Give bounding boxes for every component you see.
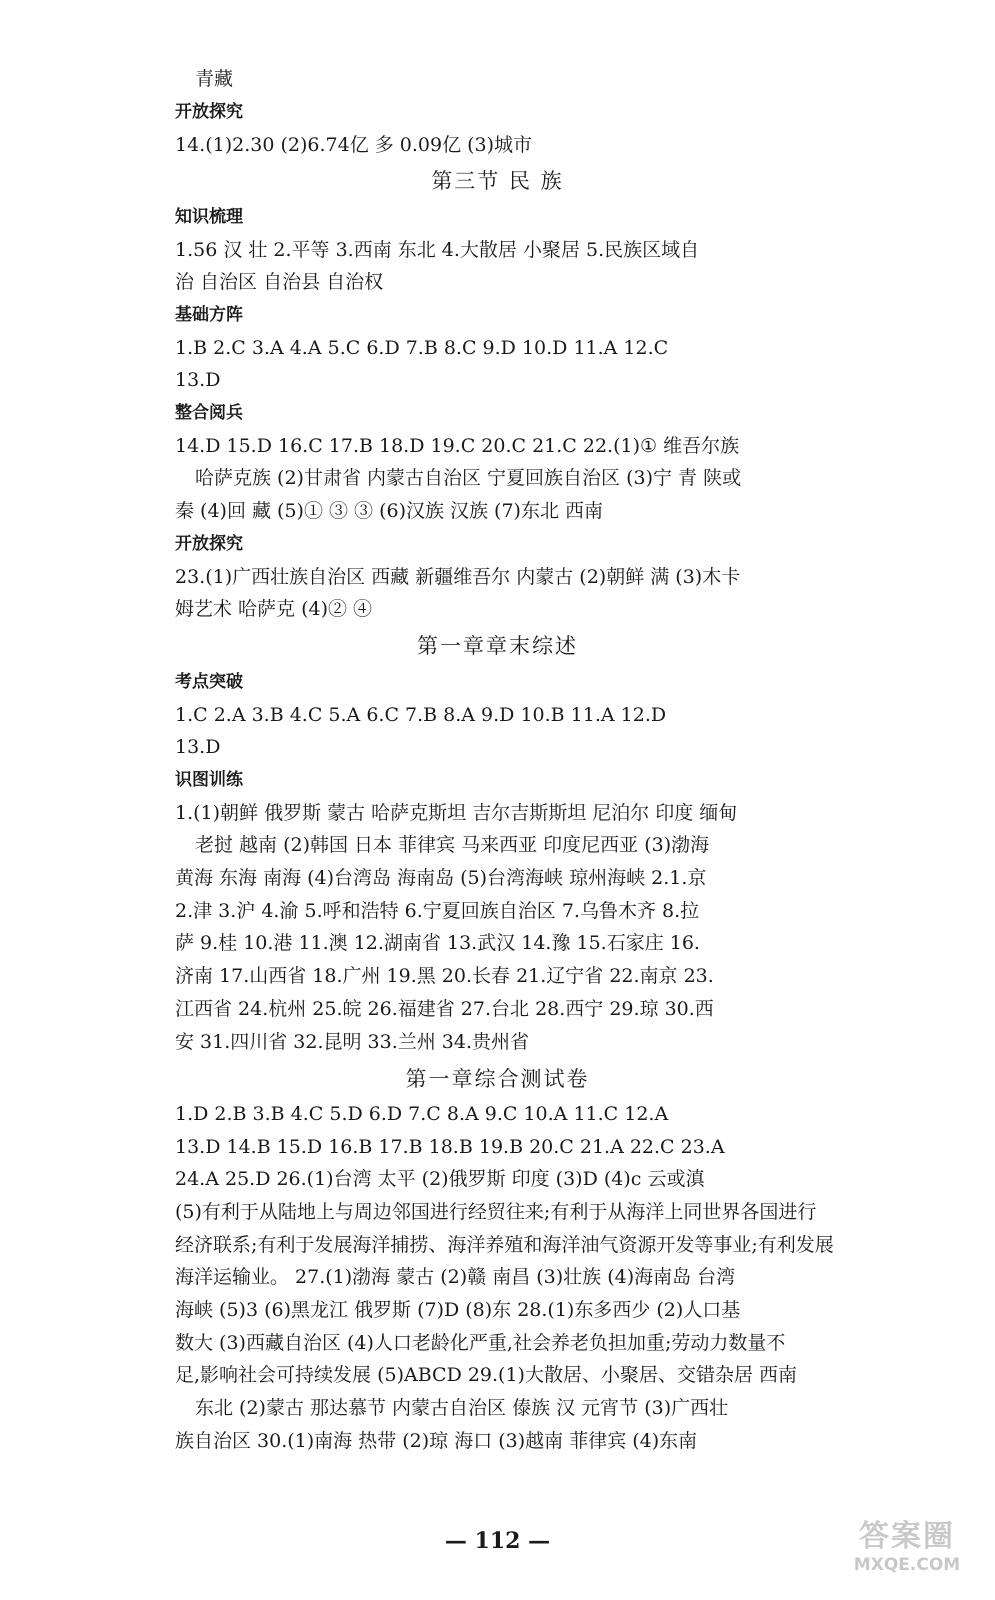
text-line: 哈萨克族 (2)甘肃省 内蒙古自治区 宁夏回族自治区 (3)宁 青 陕或 bbox=[195, 467, 742, 489]
text-line: 足,影响社会可持续发展 (5)ABCD 29.(1)大散居、小聚居、交错杂居 西南 bbox=[175, 1364, 798, 1386]
text-line: 24.A 25.D 26.(1)台湾 太平 (2)俄罗斯 印度 (3)D (4)c 云或滇 bbox=[175, 1168, 705, 1190]
section-heading: 开放探究 bbox=[175, 102, 243, 122]
text-line: (5)有利于从陆地上与周边邻国进行经贸往来;有利于从海洋上同世界各国进行 bbox=[175, 1201, 817, 1223]
section-title: 第一章章末综述 bbox=[417, 634, 578, 658]
text-line: 安 31.四川省 32.昆明 33.兰州 34.贵州省 bbox=[175, 1031, 530, 1053]
section-heading: 识图训练 bbox=[175, 770, 243, 790]
text-line: 14.D 15.D 16.C 17.B 18.D 19.C 20.C 21.C 22.(1)① 维吾尔族 bbox=[175, 435, 740, 457]
text-line: 1.56 汉 壮 2.平等 3.西南 东北 4.大散居 小聚居 5.民族区域自 bbox=[175, 239, 700, 261]
text-line: 2.津 3.沪 4.渝 5.呼和浩特 6.宁夏回族自治区 7.乌鲁木齐 8.拉 bbox=[175, 900, 700, 922]
text-line: 萨 9.桂 10.港 11.澳 12.湖南省 13.武汉 14.豫 15.石家庄 16. bbox=[175, 932, 700, 954]
text-line: 1.(1)朝鲜 俄罗斯 蒙古 哈萨克斯坦 吉尔吉斯斯坦 尼泊尔 印度 缅甸 bbox=[175, 802, 738, 824]
text-line: 1.D 2.B 3.B 4.C 5.D 6.D 7.C 8.A 9.C 10.A 11.C 12.A bbox=[175, 1103, 669, 1125]
text-line: 海峡 (5)3 (6)黑龙江 俄罗斯 (7)D (8)东 28.(1)东多西少 (2)人口基 bbox=[175, 1299, 741, 1321]
text-line: 23.(1)广西壮族自治区 西藏 新疆维吾尔 内蒙古 (2)朝鲜 满 (3)木卡 bbox=[175, 566, 741, 588]
text-line: 秦 (4)回 藏 (5)① ③ ③ (6)汉族 汉族 (7)东北 西南 bbox=[175, 500, 604, 522]
section-heading: 整合阅兵 bbox=[175, 403, 243, 423]
text-line: 济南 17.山西省 18.广州 19.黑 20.长春 21.辽宁省 22.南京 23. bbox=[175, 965, 714, 987]
watermark-text: 答案圈 bbox=[859, 1519, 955, 1554]
text-line: 东北 (2)蒙古 那达慕节 内蒙古自治区 傣族 汉 元宵节 (3)广西壮 bbox=[195, 1397, 729, 1419]
watermark-url: MXQE.COM bbox=[853, 1555, 961, 1575]
text-line: 1.B 2.C 3.A 4.A 5.C 6.D 7.B 8.C 9.D 10.D 11.A 12.C bbox=[175, 337, 669, 359]
page-number: — 112 — bbox=[444, 1528, 551, 1554]
section-heading: 基础方阵 bbox=[175, 305, 243, 325]
section-title: 第一章综合测试卷 bbox=[405, 1067, 590, 1091]
watermark-logo bbox=[837, 1511, 977, 1586]
text-line: 治 自治区 自治县 自治权 bbox=[175, 271, 384, 293]
text-line: 数大 (3)西藏自治区 (4)人口老龄化严重,社会养老负担加重;劳动力数量不 bbox=[175, 1332, 786, 1354]
text-line: 13.D bbox=[175, 369, 221, 391]
text-line: 1.C 2.A 3.B 4.C 5.A 6.C 7.B 8.A 9.D 10.B 11.A 12.D bbox=[175, 704, 667, 726]
text-line: 族自治区 30.(1)南海 热带 (2)琼 海口 (3)越南 菲律宾 (4)东南 bbox=[175, 1430, 698, 1452]
text-line: 14.(1)2.30 (2)6.74亿 多 0.09亿 (3)城市 bbox=[175, 134, 533, 156]
text-line: 老挝 越南 (2)韩国 日本 菲律宾 马来西亚 印度尼西亚 (3)渤海 bbox=[195, 834, 710, 856]
text-line: 青藏 bbox=[195, 68, 234, 90]
text-line: 姆艺术 哈萨克 (4)② ④ bbox=[175, 598, 373, 620]
text-line: 海洋运输业。 27.(1)渤海 蒙古 (2)赣 南昌 (3)壮族 (4)海南岛 台湾 bbox=[175, 1266, 736, 1288]
section-heading: 开放探究 bbox=[175, 534, 243, 554]
text-line: 江西省 24.杭州 25.皖 26.福建省 27.台北 28.西宁 29.琼 30.西 bbox=[175, 998, 714, 1020]
section-heading: 考点突破 bbox=[175, 672, 243, 692]
section-heading: 知识梳理 bbox=[175, 207, 243, 227]
section-title: 第三节 民 族 bbox=[431, 169, 564, 193]
text-line: 13.D 14.B 15.D 16.B 17.B 18.B 19.B 20.C 21.A 22.C 23.A bbox=[175, 1136, 725, 1158]
text-line: 黄海 东海 南海 (4)台湾岛 海南岛 (5)台湾海峡 琼州海峡 2.1.京 bbox=[175, 867, 707, 889]
text-line: 13.D bbox=[175, 736, 221, 758]
text-line: 经济联系;有利于发展海洋捕捞、海洋养殖和海洋油气资源开发等事业;有利发展 bbox=[175, 1234, 834, 1256]
